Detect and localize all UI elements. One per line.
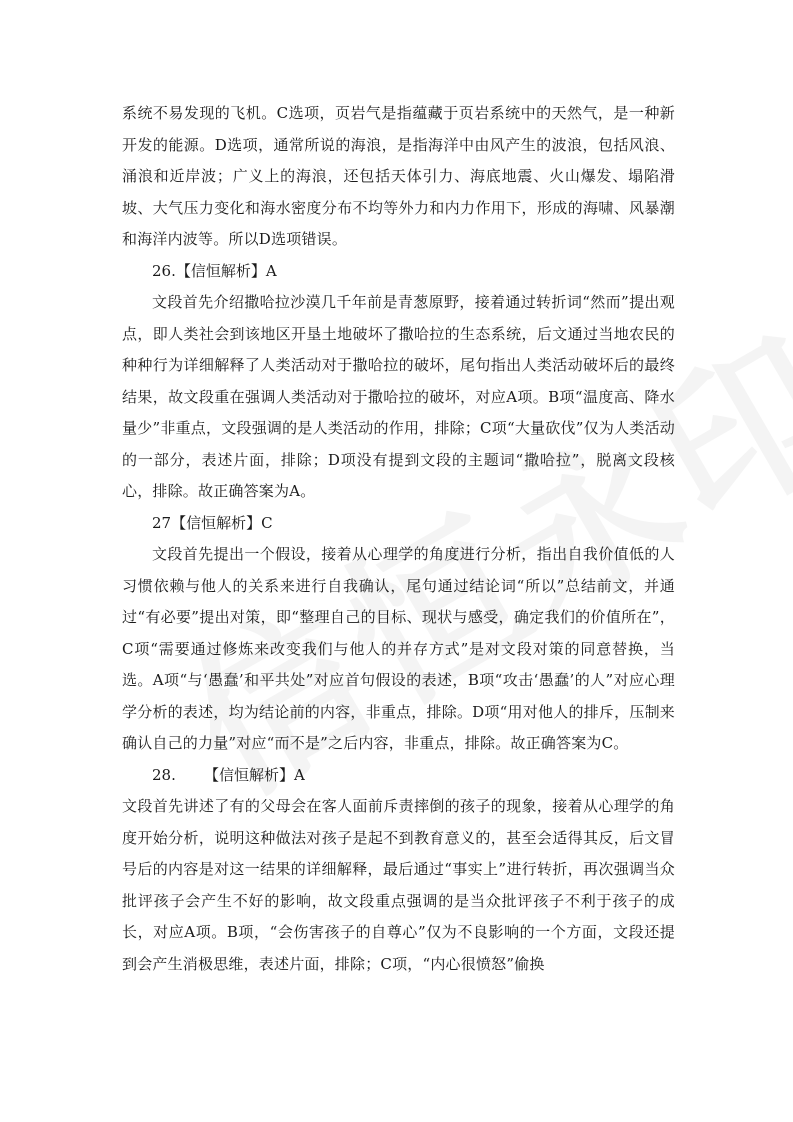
question-28-explanation: 文段首先讲述了有的父母会在客人面前斥责摔倒的孩子的现象，接着从心理学的角度开始分析，说明这种做法对孩子是起不到教育意义的，甚至会适得其反，后文冒号后的内容是对这一结果的详细解释，最后通过“事实上”进行转折，再次强调当众批评孩子会产生不好的影响，故文段重点强调的是当众批评孩子不利于孩子的成长，对应A项。B项，“会伤害孩子的自尊心”仅为不良影响的一个方面，文段还提到会产生消极思维，表述片面，排除；C项，“内心很愤怒”偷换	[122, 797, 675, 973]
paragraph-q25-continuation: 系统不易发现的飞机。C选项，页岩气是指蕴藏于页岩系统中的天然气，是一种新开发的能源。D选项，通常所说的海浪，是指海洋中由风产生的波浪，包括风浪、涌浪和近岸波；广义上的海浪，还包括天体引力、海底地震、火山爆发、塌陷滑坡、大气压力变化和海水密度分布不均等外力和内力作用下，形成的海啸、风暴潮和海洋内波等。所以D选项错误。	[122, 104, 675, 248]
question-28-number: 28.	[152, 765, 176, 784]
question-28-heading	[122, 760, 675, 792]
question-26-heading: 26.【信恒解析】A	[152, 261, 277, 280]
answer-explanations	[122, 98, 675, 980]
question-28-label: 【信恒解析】A	[204, 765, 305, 784]
question-26-explanation: 文段首先介绍撒哈拉沙漠几千年前是青葱原野，接着通过转折词“然而”提出观点，即人类社会到该地区开垦土地破坏了撒哈拉的生态系统，后文通过当地农民的种种行为详细解释了人类活动对于撒哈拉的破坏，尾句指出人类活动破坏后的最终结果，故文段重在强调人类活动对于撒哈拉的破坏，对应A项。B项“温度高、降水量少”非重点，文段强调的是人类活动的作用，排除；C项“大量砍伐”仅为人类活动的一部分，表述片面，排除；D项没有提到文段的主题词“撒哈拉”，脱离文段核心，排除。故正确答案为A。	[122, 293, 675, 500]
question-27-heading: 27【信恒解析】C	[152, 513, 273, 532]
question-27-explanation: 文段首先提出一个假设，接着从心理学的角度进行分析，指出自我价值低的人习惯依赖与他人的关系来进行自我确认，尾句通过结论词“所以”总结前文，并通过“有必要”提出对策，即“整理自己的目标、现状与感受，确定我们的价值所在”，C项“需要通过修炼来改变我们与他人的并存方式”是对文段对策的同意替换，当选。A项“与‘愚蠢’和平共处”对应首句假设的表述，B项“攻击‘愚蠢’的人”对应心理学分析的表述，均为结论前的内容，非重点，排除。D项“用对他人的排斥，压制来确认自己的力量”对应“而不是”之后内容，非重点，排除。故正确答案为C。	[122, 545, 675, 752]
